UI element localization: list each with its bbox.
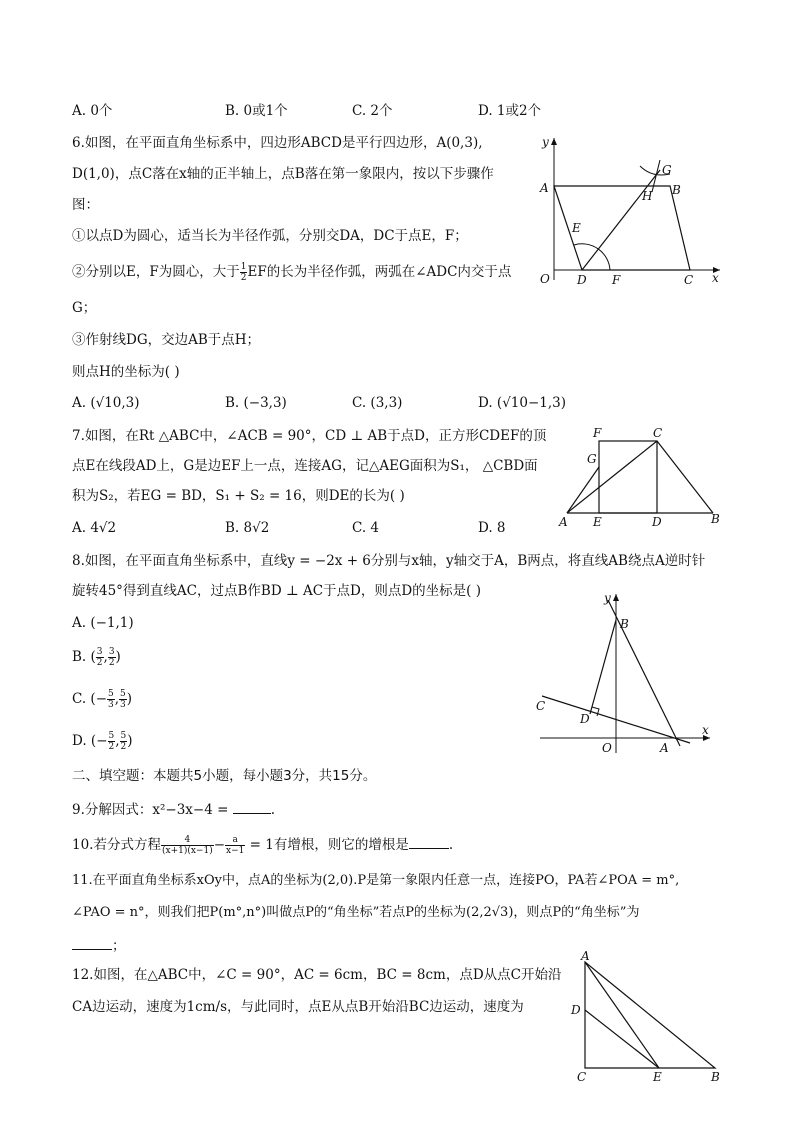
q11-line-2: ∠PAO = n°，则我们把P(m°,n°)叫做点P的“角坐标”若点P的坐标为(2,2√3)，则点P的“角坐标”为 [72, 905, 640, 920]
q6-label-h: H [642, 189, 653, 203]
q7-option-c: C. 4 [352, 520, 380, 536]
q8-option-c-frac-1 [107, 689, 115, 710]
q6-line-3: 图： [72, 197, 99, 213]
q12-label-e: E [653, 1070, 662, 1084]
frac-num: 5 [120, 731, 127, 741]
frac-num: 3 [96, 647, 103, 657]
q5-option-c: C. 2个 [352, 103, 393, 119]
q7-label-e: E [593, 515, 602, 529]
paren: ) [115, 649, 121, 665]
q8-label-b: B [620, 617, 629, 631]
q7-label-b: B [711, 512, 720, 526]
q12-line-1: 12.如图，在△ABC中，∠C = 90°，AC = 6cm，BC = 8cm，点D从点C开始沿 [72, 967, 562, 983]
q6-arc-g2 [652, 160, 660, 192]
q8-option-b-frac-1 [96, 647, 104, 668]
q7-option-d: D. 8 [478, 520, 506, 536]
q7-line-2: 点E在线段AD上，G是边EF上一点，连接AG，记△AEG面积为S₁， △CBD面 [72, 458, 538, 474]
q6-label-c: C [684, 273, 694, 287]
q8-label-y: y [604, 591, 611, 605]
q7-square-cdef [599, 441, 657, 513]
q10-frac-2 [225, 835, 245, 856]
q7-option-a: A. 4√2 [72, 520, 117, 536]
q8-label-o: O [602, 741, 612, 755]
q10-minus: − [213, 837, 226, 853]
q6-option-a: A. (√10,3) [72, 395, 140, 411]
q9-line [72, 799, 275, 820]
q6-ray-dg [582, 170, 660, 270]
q10-answer-blank[interactable] [409, 834, 449, 849]
q12-label-b: B [711, 1070, 720, 1084]
frac-num: 5 [108, 689, 114, 699]
q6-label-o: O [540, 272, 550, 286]
paren: ) [126, 691, 133, 707]
frac-den: 3 [120, 700, 126, 710]
q8-figure [530, 588, 720, 758]
q6-option-b: B. (−3,3) [225, 395, 287, 411]
q6-label-e: E [572, 221, 581, 235]
q6-line-6: G； [72, 300, 97, 316]
q6-line-7: ③作射线DG，交边AB于点H； [72, 332, 261, 348]
frac-num: 5 [108, 731, 115, 741]
frac-den: x−1 [226, 846, 245, 856]
q7-line-3: 积为S₂，若EG = BD，S₁ + S₂ = 16，则DE的长为( ) [72, 488, 405, 504]
frac-den: 2 [120, 742, 127, 752]
q7-line-1: 7.如图，在Rt △ABC中，∠ACB = 90°，CD ⊥ AB于点D，正方形CDEF的顶 [72, 428, 547, 444]
q8-option-d-frac-1 [108, 731, 116, 752]
q8-option-d-prefix: D. (− [72, 733, 108, 749]
q8-label-x: x [702, 723, 709, 737]
q10-suffix: = 1有增根，则它的增根是 [245, 837, 409, 853]
q6-y-arrow [551, 138, 557, 145]
q8-option-b: B. ( $\frac{3}{2}$ , $\frac{3}{2}$ ) [72, 647, 121, 668]
q11-end: ； [112, 938, 126, 954]
q6-option-c: C. (3,3) [352, 395, 403, 411]
q6-step2-text: ②分别以E，F为圆心，大于 [72, 264, 240, 280]
q8-option-c-prefix: C. (− [72, 691, 108, 707]
q7-segment-ac [567, 441, 657, 513]
q5-option-a: A. 0个 [72, 103, 113, 119]
q6-half-num: 1 [240, 262, 247, 272]
frac-den: 3 [108, 700, 114, 710]
q6-line-2: D(1,0)，点C落在x轴的正半轴上，点B落在第一象限内，按以下步骤作 [72, 166, 494, 182]
q8-option-b-prefix: B. ( [72, 649, 96, 665]
q6-line-8: 则点H的坐标为( ) [72, 364, 180, 380]
q7-figure [555, 425, 730, 533]
frac-num: 5 [120, 689, 126, 699]
frac-num: a [225, 835, 245, 846]
q6-label-d: D [577, 273, 587, 287]
q11-line-3 [72, 935, 126, 956]
q8-segment-bd [590, 620, 616, 714]
q8-option-a: A. (−1,1) [72, 615, 134, 631]
q6-label-b: B [672, 183, 681, 197]
q8-option-c-frac-2 [119, 689, 127, 710]
frac-num: 4 [161, 835, 214, 846]
q9-text: 9.分解因式：x²−3x−4 = [72, 802, 233, 818]
q6-label-y: y [542, 135, 549, 149]
q10-prefix: 10.若分式方程 [72, 837, 161, 853]
frac-num: 3 [108, 647, 115, 657]
q7-label-c: C [653, 426, 663, 440]
q8-line-1: 8.如图，在平面直角坐标系中，直线y = −2x + 6分别与x轴，y轴交于A，B两点，将直线AB绕点A逆时针 [72, 553, 706, 569]
q6-label-x: x [712, 271, 719, 285]
q7-segment-ag [567, 467, 599, 513]
q8-label-d: D [580, 712, 590, 726]
section-heading: 二、填空题：本题共5小题，每小题3分，共15分。 [72, 768, 377, 784]
q7-label-f: F [593, 426, 602, 440]
paren: ) [127, 733, 133, 749]
q11-line-1: 11.在平面直角坐标系xOy中，点A的坐标为(2,0).P是第一象限内任意一点，连接PO，PA若∠POA = m°, [72, 873, 680, 888]
q7-label-g: G [587, 452, 597, 466]
q8-line-ab [608, 600, 680, 746]
q12-segment-de [585, 1010, 659, 1068]
q8-label-c: C [536, 699, 546, 713]
q12-triangle-abc [585, 962, 715, 1068]
q8-option-c: C. (− $\frac{5}{3}$ , $\frac{5}{3}$ ) [72, 689, 133, 710]
q9-end: . [270, 802, 276, 818]
q8-label-a: A [660, 741, 669, 755]
q7-option-b: B. 8√2 [225, 520, 270, 536]
q6-figure [530, 130, 730, 290]
q6-label-a: A [540, 181, 549, 195]
q7-label-a: A [559, 515, 568, 529]
q8-right-angle-mark [592, 707, 599, 716]
q8-y-arrow [613, 594, 619, 601]
q6-line-5 [72, 262, 511, 283]
q6-option-d: D. (√10−1,3) [478, 395, 567, 411]
q5-option-d: D. 1或2个 [478, 103, 542, 119]
q6-half-den: 2 [240, 273, 247, 283]
q6-line-4: ①以点D为圆心，适当长为半径作弧，分别交DA，DC于点E，F； [72, 228, 468, 244]
q10-line [72, 834, 453, 856]
frac-den: 2 [108, 658, 115, 668]
q12-label-d: D [571, 1003, 581, 1017]
q6-step2-rest: EF的长为半径作弧，两弧在∠ADC内交于点 [247, 264, 512, 280]
q12-figure [565, 950, 730, 1085]
frac-den: 2 [96, 658, 103, 668]
q7-segment-cb [657, 441, 713, 513]
q8-option-d: D. (− $\frac{5}{2}$ , $\frac{5}{2}$ ) [72, 731, 133, 752]
q6-line-1: 6.如图，在平面直角坐标系中，四边形ABCD是平行四边形，A(0,3), [72, 135, 483, 151]
frac-den: 2 [108, 742, 115, 752]
q11-answer-blank[interactable] [72, 935, 112, 950]
q6-label-f: F [612, 273, 621, 287]
frac-den: (x+1)(x−1) [161, 846, 213, 856]
q12-line-2: CA边运动，速度为1cm/s，与此同时，点E从点B开始沿BC边运动，速度为 [72, 999, 524, 1015]
q9-answer-blank[interactable] [233, 799, 271, 814]
q10-frac-1 [161, 835, 214, 856]
q12-label-c: C [577, 1070, 587, 1084]
q7-label-d: D [652, 515, 662, 529]
q8-option-b-frac-2 [108, 647, 116, 668]
q8-line-2: 旋转45°得到直线AC，过点B作BD ⊥ AC于点D，则点D的坐标是( ) [72, 583, 482, 599]
q6-label-g: G [662, 163, 672, 177]
q12-segment-ae [585, 962, 659, 1068]
q10-end: . [448, 837, 454, 853]
q12-label-a: A [581, 950, 590, 963]
q5-option-b: B. 0或1个 [225, 103, 288, 119]
